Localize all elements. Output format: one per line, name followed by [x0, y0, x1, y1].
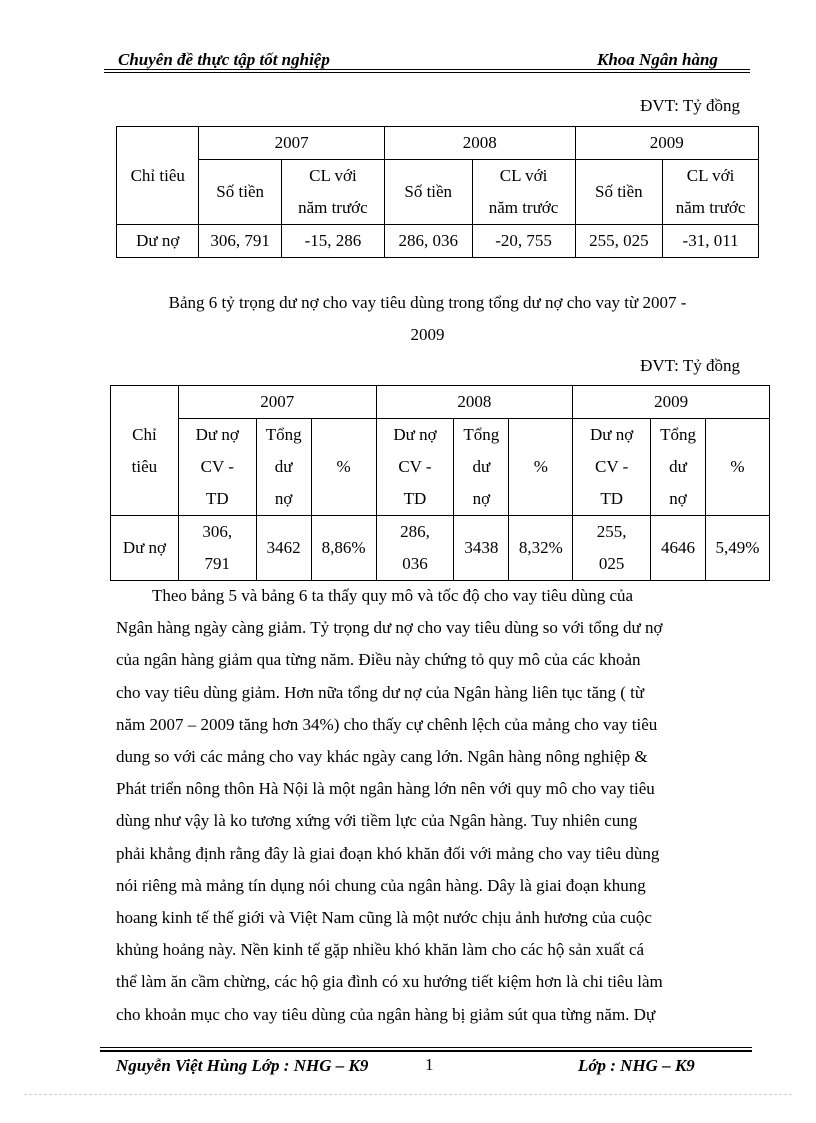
- table6-cell-cv-2009: 255, 025: [573, 516, 651, 581]
- table5: [116, 126, 759, 258]
- table6-sub-cv: Dư nợ CV - TD: [573, 419, 651, 516]
- footer-rule-2: [100, 1050, 752, 1052]
- header-rule: [104, 69, 750, 70]
- table6-cell-total-2008: 3438: [454, 516, 509, 581]
- table6-year-2008: 2008: [376, 386, 573, 419]
- table5-year-2008: 2008: [384, 127, 575, 160]
- table6-cell-total-2009: 4646: [651, 516, 706, 581]
- table6-row-label: Dư nợ: [111, 516, 179, 581]
- body-line: Ngân hàng ngày càng giảm. Tỷ trọng dư nợ cho vay tiêu dùng so với tổng dư nợ: [116, 618, 663, 638]
- header-right: Khoa Ngân hàng: [597, 50, 718, 69]
- table5-sub-diff: CL với năm trước: [663, 160, 759, 225]
- header-left: Chuyên đề thực tập tốt nghiệp: [118, 50, 330, 69]
- table6-cell-cv-2008: 286, 036: [376, 516, 454, 581]
- table6-sub-cv: Dư nợ CV - TD: [178, 419, 256, 516]
- page-edge-line: [24, 1094, 792, 1095]
- table6-header-label: Chỉ tiêu: [111, 386, 179, 516]
- body-line: khủng hoảng này. Nền kinh tế gặp nhiều khó khăn làm cho các hộ sản xuất cá: [116, 940, 645, 960]
- table5-cell: -20, 755: [472, 225, 575, 258]
- table5-cell: 306, 791: [199, 225, 281, 258]
- table6-sub-total: Tổng dư nợ: [454, 419, 509, 516]
- table5-sub-diff: CL với năm trước: [472, 160, 575, 225]
- header-rule-2: [104, 72, 750, 73]
- table5-cell: 255, 025: [575, 225, 663, 258]
- table6-cell-cv-2007: 306, 791: [178, 516, 256, 581]
- body-line: dùng như vậy là ko tương xứng với tiềm lực của Ngân hàng. Tuy nhiên cung: [116, 811, 638, 831]
- body-line: cho vay tiêu dùng giảm. Hơn nữa tổng dư nợ của Ngân hàng liên tục tăng ( từ: [116, 682, 645, 702]
- body-line: Theo bảng 5 và bảng 6 ta thấy quy mô và tốc độ cho vay tiêu dùng của: [152, 586, 634, 605]
- body-line: phải khẳng định rằng đây là giai đoạn khó khăn đối với mảng cho vay tiêu dùng: [116, 843, 660, 863]
- table5-cell: -15, 286: [281, 225, 384, 258]
- table5-sub-amount: Số tiền: [384, 160, 472, 225]
- body-line: dung so với các mảng cho vay khác ngày cang lớn. Ngân hàng nông nghiệp &: [116, 747, 648, 767]
- table6-sub-cv: Dư nợ CV - TD: [376, 419, 454, 516]
- table5-sub-amount: Số tiền: [575, 160, 663, 225]
- table5-row-label: Dư nợ: [117, 225, 199, 258]
- table6-sub-total: Tổng dư nợ: [256, 419, 311, 516]
- table6-caption-line2: 2009: [410, 325, 445, 344]
- footer-page-number: 1: [425, 1055, 434, 1074]
- table6-cell-pct-2008: 8,32%: [509, 516, 573, 581]
- table6-unit: ĐVT: Tỷ đồng: [640, 356, 740, 375]
- table5-cell: 286, 036: [384, 225, 472, 258]
- table6-caption: [116, 287, 739, 351]
- body-line: hoang kinh tế thế giới và Việt Nam cũng là một nước chịu ảnh hương của cuộc: [116, 908, 652, 928]
- body-line: năm 2007 – 2009 tăng hơn 34%) cho thấy cự chênh lệch của mảng cho vay tiêu: [116, 714, 658, 734]
- table5-header-label: Chỉ tiêu: [117, 127, 199, 225]
- table6-sub-pct: %: [706, 419, 770, 516]
- table5-sub-diff: CL với năm trước: [281, 160, 384, 225]
- table5-year-2007: 2007: [199, 127, 384, 160]
- table5-sub-amount: Số tiền: [199, 160, 281, 225]
- table6-sub-pct: %: [509, 419, 573, 516]
- table6-cell-total-2007: 3462: [256, 516, 311, 581]
- body-paragraph: [116, 580, 739, 1031]
- table6-year-2009: 2009: [573, 386, 770, 419]
- footer-left: Nguyễn Việt Hùng Lớp : NHG – K9: [116, 1056, 369, 1075]
- table6-sub-pct: %: [311, 419, 376, 516]
- table5-unit: ĐVT: Tỷ đồng: [640, 96, 740, 115]
- footer-right: Lớp : NHG – K9: [578, 1056, 695, 1075]
- table6-caption-line1: Bảng 6 tỷ trọng dư nợ cho vay tiêu dùng trong tổng dư nợ cho vay từ 2007 -: [168, 293, 687, 312]
- body-line: của ngân hàng giảm qua từng năm. Điều này chứng tỏ quy mô của các khoản: [116, 650, 641, 670]
- table5-cell: -31, 011: [663, 225, 759, 258]
- table6-sub-total: Tổng dư nợ: [651, 419, 706, 516]
- table6-cell-pct-2007: 8,86%: [311, 516, 376, 581]
- body-line: thể làm ăn cầm chừng, các hộ gia đình có xu hướng tiết kiệm hơn là chi tiêu làm: [116, 972, 663, 992]
- table6-cell-pct-2009: 5,49%: [706, 516, 770, 581]
- table6-year-2007: 2007: [178, 386, 376, 419]
- body-line: Phát triển nông thôn Hà Nội là một ngân hàng lớn nên với quy mô cho vay tiêu: [116, 779, 655, 799]
- table6: [110, 385, 770, 581]
- body-line: cho khoản mục cho vay tiêu dùng của ngân hàng bị giảm sút qua từng năm. Dự: [116, 1004, 656, 1024]
- table5-year-2009: 2009: [575, 127, 758, 160]
- body-line: nói riêng mà mảng tín dụng nói chung của ngân hàng. Dây là giai đoạn khung: [116, 875, 646, 895]
- footer-rule: [100, 1047, 752, 1048]
